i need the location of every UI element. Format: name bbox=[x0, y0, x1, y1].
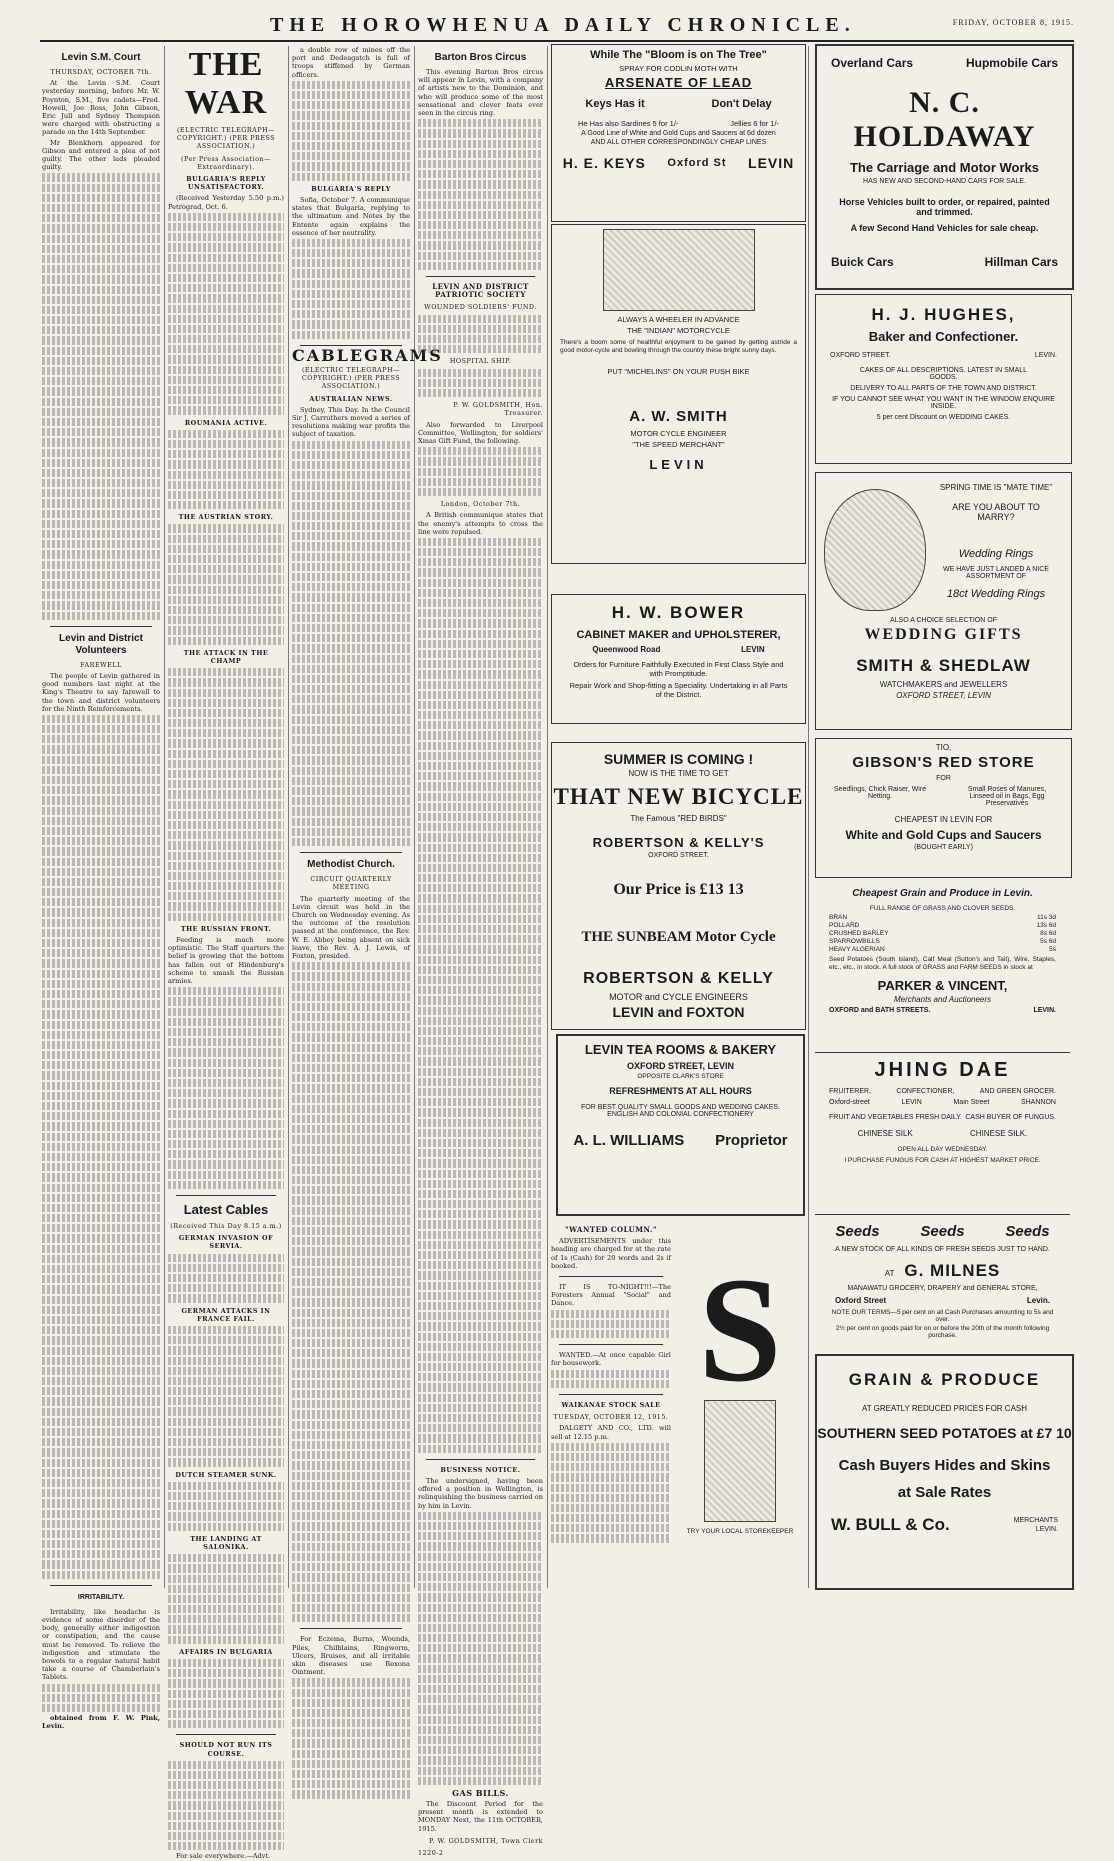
heart-couple-illustration-icon bbox=[824, 489, 926, 611]
ad-line: Seeds bbox=[920, 1223, 965, 1240]
ad-line: LEVIN. bbox=[1034, 352, 1057, 359]
ad-line: AT GREATLY REDUCED PRICES FOR CASH bbox=[861, 1404, 1028, 1413]
ad-line: A NEW STOCK OF ALL KINDS OF FRESH SEEDS JUST TO HAND. bbox=[835, 1246, 1050, 1253]
ad-line: MANAWATU GROCERY, DRAPERY and GENERAL STORE, bbox=[847, 1285, 1038, 1292]
ad-line: IF YOU CANNOT SEE WHAT YOU WANT IN THE WINDOW ENQUIRE INSIDE. bbox=[832, 396, 1055, 410]
court-headline: Levin S.M. Court bbox=[61, 52, 141, 63]
jhing-dae-advert bbox=[815, 1052, 1070, 1181]
ad-line: LEVIN. bbox=[1035, 1526, 1058, 1533]
ad-line: Merchants and Auctioneers bbox=[893, 995, 992, 1004]
ad-line: CHEAPEST IN LEVIN FOR bbox=[894, 815, 993, 824]
advert-tail: For sale everywhere.—Advt. bbox=[176, 1852, 271, 1861]
ad-line: SHANNON bbox=[1020, 1099, 1056, 1106]
ad-line: AND GREEN GROCER. bbox=[979, 1088, 1056, 1095]
grain-item-price: 5s bbox=[1049, 946, 1056, 953]
grain-item-name: SPARROWBILLS bbox=[829, 938, 880, 945]
ad-line: Cash Buyers Hides and Skins bbox=[838, 1457, 1051, 1474]
cable-headline: DUTCH STEAMER SUNK. bbox=[175, 1470, 277, 1479]
classified-column bbox=[551, 1222, 671, 1588]
ad-line: (BOUGHT EARLY) bbox=[914, 844, 973, 851]
ad-line: OXFORD and BATH STREETS. bbox=[829, 1007, 931, 1014]
ad-line: ARE YOU ABOUT TO MARRY? bbox=[952, 502, 1040, 522]
ad-line: G. MILNES bbox=[904, 1261, 1001, 1280]
ad-line: Hupmobile Cars bbox=[965, 56, 1058, 70]
notice-text: The undersigned, having been offered a position in Wellington, is relinquishing the business carried on by him in Levin. bbox=[418, 1477, 543, 1510]
ad-line: DELIVERY TO ALL PARTS OF THE TOWN AND DISTRICT. bbox=[850, 385, 1037, 392]
ad-line: WEDDING GIFTS bbox=[864, 626, 1023, 643]
ad-line: I PURCHASE FUNGUS FOR CASH AT HIGHEST MARKET PRICE. bbox=[844, 1157, 1041, 1164]
ad-line: Our Price is £13 13 bbox=[613, 881, 744, 898]
ad-line: OXFORD STREET. bbox=[830, 352, 891, 359]
article-text: Mr Blenkhorn appeared for Gibson and entered a plea of not guilty. The other lads pleaded guilty. bbox=[42, 138, 160, 172]
ad-line: NOW IS THE TIME TO GET bbox=[628, 769, 729, 778]
ad-line: Seeds bbox=[835, 1223, 880, 1240]
ad-line: SPRAY FOR CODLIN MOTH WITH bbox=[619, 64, 738, 73]
column-divider bbox=[808, 46, 809, 1588]
grain-price-row bbox=[829, 914, 1056, 922]
masthead bbox=[0, 0, 1114, 40]
ad-line: "THE SPEED MERCHANT" bbox=[632, 440, 725, 449]
wanted-column-headline: "WANTED COLUMN." bbox=[564, 1225, 658, 1234]
advert-text: Irritability, like headache is evidence of some disorder of the body, generally either indigestion or constipation, and the cause must be removed. To relieve the indigestion and stimulate the bowels to a regular natural habit take a course of Chamberlain's Tablets. bbox=[42, 1607, 160, 1682]
classified-text: WANTED.—At once capable Girl for housework. bbox=[551, 1351, 671, 1368]
wedding-rings-advert bbox=[815, 472, 1072, 730]
ad-line: LEVIN bbox=[649, 457, 708, 472]
ad-line: FRUIT AND VEGETABLES FRESH DAILY. bbox=[829, 1114, 962, 1121]
ad-line: Seeds bbox=[1005, 1223, 1050, 1240]
grain-item-name: POLLARD bbox=[829, 922, 860, 929]
ad-line: TIO, bbox=[935, 743, 952, 752]
keys-advert bbox=[551, 44, 806, 222]
ad-line: He Has also Sardines 5 for 1/- bbox=[577, 119, 679, 128]
grain-price-list bbox=[815, 912, 1070, 956]
ad-line: THAT NEW BICYCLE bbox=[553, 784, 804, 809]
hughes-advert bbox=[815, 294, 1072, 464]
ad-line: SMITH & SHEDLAW bbox=[856, 656, 1031, 675]
ad-line: NOTE OUR TERMS—5 per cent on all Cash Purchases amounting to 5s and over. bbox=[831, 1309, 1054, 1323]
ad-line: SOUTHERN SEED POTATOES at £7 10 bbox=[817, 1425, 1072, 1441]
bower-advert bbox=[551, 594, 806, 724]
column-1 bbox=[42, 46, 160, 1731]
ad-line: CONFECTIONER, bbox=[896, 1088, 955, 1095]
ad-line: SUMMER IS COMING ! bbox=[603, 751, 754, 767]
column-divider bbox=[288, 46, 289, 1588]
column-divider bbox=[164, 46, 165, 1588]
ad-line: CHINESE SILK. bbox=[970, 1129, 1028, 1138]
ad-line: LEVIN bbox=[741, 645, 765, 654]
ad-line: Levin. bbox=[1026, 1296, 1050, 1305]
fund-subhead: HOSPITAL SHIP. bbox=[449, 357, 512, 366]
ad-line: Seedlings, Chick Raiser, Wire Netting. bbox=[833, 786, 927, 800]
cable-headline: AFFAIRS IN BULGARIA bbox=[179, 1647, 273, 1656]
volunteers-headline: Levin and District Volunteers bbox=[59, 632, 143, 656]
ad-line: LEVIN. bbox=[1033, 1007, 1056, 1014]
products-list-illustration-icon bbox=[704, 1400, 776, 1522]
advert-text: For Eczema, Burns, Wounds, Piles, Chilblains, Ringworm, Ulcers, Bruises, and all irritable skin diseases use Rexona Ointment. bbox=[292, 1635, 410, 1677]
ad-line: Overland Cars bbox=[831, 56, 914, 70]
ad-line: OXFORD STREET, LEVIN bbox=[626, 1061, 734, 1071]
cable-text: Sydney, This Day. In the Council Sir J. Carruthers moved a series of resolutions making war profits the subject of taxation. bbox=[292, 405, 410, 439]
milnes-advert bbox=[815, 1214, 1070, 1345]
chamberlain-advert bbox=[676, 1232, 804, 1588]
ad-line: While The "Bloom is on The Tree" bbox=[590, 49, 767, 61]
ad-line: PARKER & VINCENT, bbox=[877, 978, 1008, 993]
ad-line: The Carriage and Motor Works bbox=[849, 160, 1039, 175]
grain-item-price: 5s 6d bbox=[1040, 938, 1056, 945]
cable-headline: THE RUSSIAN FRONT. bbox=[180, 924, 272, 933]
ad-line: OXFORD STREET, LEVIN bbox=[896, 691, 991, 700]
cable-headline: THE ATTACK IN THE CHAMP bbox=[183, 648, 269, 665]
ad-line: Horse Vehicles built to order, or repaired, painted and trimmed. bbox=[839, 197, 1050, 217]
ad-line: Baker and Confectioner. bbox=[868, 329, 1019, 344]
issue-date: FRIDAY, OCTOBER 8, 1915. bbox=[952, 18, 1074, 27]
tea-rooms-advert bbox=[556, 1034, 805, 1216]
ad-line: N. C. HOLDAWAY bbox=[853, 86, 1036, 153]
article-text: The people of Levin gathered in good numbers last night at the King's Theatre to say farewell to the town and district volunteers for the Ninth Reinforcements. bbox=[42, 671, 160, 713]
ad-line: Hillman Cars bbox=[984, 255, 1058, 269]
indian-motorcycle-advert bbox=[551, 224, 806, 564]
ad-line: H. E. KEYS bbox=[562, 155, 646, 171]
ad-line: Main Street bbox=[953, 1099, 990, 1106]
ad-line: 5 per cent Discount on WEDDING CAKES. bbox=[876, 414, 1011, 421]
newspaper-title: THE HOROWHENUA DAILY CHRONICLE. bbox=[270, 14, 856, 36]
ad-line: FRUITERER, bbox=[829, 1088, 871, 1095]
classified-text: IT IS TO-NIGHT!!!—The Foresters Annual "Social" and Dance. bbox=[551, 1283, 671, 1308]
cablegrams-headline: CABLEGRAMS bbox=[292, 345, 443, 365]
ad-line: ALSO A CHOICE SELECTION OF bbox=[890, 617, 997, 624]
ad-line: WATCHMAKERS and JEWELLERS bbox=[879, 680, 1008, 689]
ad-line: Repair Work and Shop-fitting a Speciality. Undertaking in all Parts of the District. bbox=[569, 681, 788, 699]
circus-headline: Barton Bros Circus bbox=[434, 52, 527, 63]
masthead-rule bbox=[40, 40, 1074, 42]
gas-bills-headline: GAS BILLS. bbox=[452, 1787, 509, 1798]
grain-item-price: 11s 3d bbox=[1036, 914, 1056, 921]
cable-headline: THE LANDING AT SALONIKA. bbox=[190, 1534, 262, 1551]
grain-item-name: BRAN bbox=[829, 914, 848, 921]
town-clerk-signature: P. W. GOLDSMITH, Town Clerk bbox=[428, 1836, 543, 1845]
cable-dateline: London, October 7th. bbox=[440, 500, 521, 509]
cable-headline: ROUMANIA ACTIVE. bbox=[184, 418, 268, 427]
ad-line: H. J. HUGHES, bbox=[871, 305, 1016, 324]
ad-line: HAS NEW AND SECOND-HAND CARS FOR SALE. bbox=[863, 178, 1026, 185]
cable-text: Feeding is much more optimistic. The Staff quarters the belief is growing that the bottom has fallen out of Hindenburg's scheme to smash the Russian armies. bbox=[168, 936, 284, 986]
methodist-subhead: CIRCUIT QUARTERLY MEETING bbox=[310, 875, 392, 892]
ad-line: There's a boom some of healthful enjoyment to be gained by getting astride a good motor-cycle and bowling through the country these bright sunny days. bbox=[560, 339, 797, 354]
the-war-headline: THE WAR bbox=[184, 46, 268, 121]
press-credit: (ELECTRIC TELEGRAPH—COPYRIGHT.) (PER PRESS ASSOCIATION.) bbox=[301, 365, 401, 391]
article-text: The quarterly meeting of the Levin circuit was held in the Church on Wednesday evening. As the outcome of the resolution passed at the conference, the Rev. W. E. Abbey being absent on sick leave, the Rev. A. J. Lewis, of Foxton, presided. bbox=[292, 894, 410, 960]
column-divider bbox=[547, 46, 548, 1588]
grain-item-name: CRUSHED BARLEY bbox=[829, 930, 889, 937]
ad-line: REFRESHMENTS AT ALL HOURS bbox=[609, 1086, 752, 1096]
ad-line: CAKES OF ALL DESCRIPTIONS. LATEST IN SMALL GOODS. bbox=[859, 367, 1028, 381]
ad-line: Keys Has it bbox=[585, 98, 645, 110]
classified-text: ADVERTISEMENTS under this heading are charged for at the rate of 1s (Cash) for 20 words and 2s if booked. bbox=[551, 1237, 671, 1270]
ad-line: THE SUNBEAM Motor Cycle bbox=[581, 929, 776, 945]
fund-subhead: WOUNDED SOLDIERS' FUND. bbox=[424, 303, 537, 312]
patriotic-headline: LEVIN AND DISTRICT PATRIOTIC SOCIETY bbox=[432, 282, 529, 300]
large-s-graphic-icon: S bbox=[698, 1247, 782, 1413]
ad-line: AT bbox=[884, 1269, 895, 1278]
ad-line: OPEN ALL DAY WEDNESDAY. bbox=[897, 1146, 988, 1153]
cable-text: Sofia, October 7. A communique states that Bulgaria, replying to the ultimatum and Notes by the Entente again explains the essence of her neutrality. bbox=[292, 195, 410, 237]
ad-line: Jellies 6 for 1/- bbox=[730, 119, 780, 128]
ad-line: ARSENATE OF LEAD bbox=[604, 75, 753, 90]
ad-line: LEVIN bbox=[748, 155, 795, 171]
ad-line: OXFORD STREET. bbox=[648, 852, 709, 859]
ad-line: WE HAVE JUST LANDED A NICE ASSORTMENT OF bbox=[943, 566, 1049, 580]
cable-text: (Received Yesterday 5.50 p.m.) Petrograd, Oct. 6. bbox=[168, 194, 284, 211]
press-credit: (Per Press Association—Extraordinary). bbox=[180, 154, 272, 171]
ad-line: W. BULL & Co. bbox=[831, 1515, 950, 1534]
cable-headline: GERMAN ATTACKS IN FRANCE FAIL. bbox=[181, 1306, 271, 1323]
ad-line: Small Roses of Manures, Linseed oil in Bags, Egg Preservatives bbox=[967, 786, 1047, 807]
latest-cables-headline: Latest Cables bbox=[183, 1202, 269, 1217]
ad-line: A. W. SMITH bbox=[629, 408, 728, 425]
ad-line: The Famous "RED BIRDS" bbox=[630, 814, 727, 823]
ad-line: FOR BEST QUALITY SMALL GOODS AND WEDDING CAKES. ENGLISH AND COLONIAL CONFECTIONERY bbox=[580, 1104, 781, 1118]
grain-price-row bbox=[829, 922, 1056, 930]
ad-line: THE "INDIAN" MOTORCYCLE bbox=[627, 326, 730, 335]
cable-headline: BULGARIA'S REPLY UNSATISFACTORY. bbox=[186, 175, 266, 192]
ad-line: Oxford-street bbox=[829, 1099, 870, 1106]
ad-line: CABINET MAKER and UPHOLSTERER, bbox=[576, 629, 781, 641]
cable-headline: THE AUSTRIAN STORY. bbox=[178, 513, 274, 522]
ad-line: A. L. WILLIAMS bbox=[573, 1132, 685, 1149]
court-date: THURSDAY, OCTOBER 7th. bbox=[50, 68, 152, 76]
ad-line: LEVIN bbox=[901, 1099, 922, 1106]
ad-line: ROBERTSON & KELLY'S bbox=[592, 835, 765, 850]
ad-line: Buick Cars bbox=[831, 255, 894, 269]
classified-text: DALGETY AND CO., LTD. will sell at 12.15 p.m. bbox=[551, 1424, 671, 1441]
ad-line: AND ALL OTHER CORRESPONDINGLY CHEAP LINES bbox=[590, 139, 767, 146]
ad-line: Oxford St bbox=[667, 157, 727, 169]
received-note: (Received This Day 8.15 a.m.) bbox=[170, 1222, 282, 1230]
grain-price-row bbox=[829, 938, 1056, 946]
ad-line: JHING DAE bbox=[874, 1059, 1011, 1081]
notice-text: The Discount Period for the present month is extended to MONDAY Next, the 11th OCTOBER, 1915. bbox=[418, 1800, 543, 1833]
ad-line: H. W. BOWER bbox=[611, 603, 746, 622]
article-text: Also forwarded to Liverpool Committee, Wellington, for soldiers' Xmas Gift Fund, the following. bbox=[418, 420, 543, 445]
grain-item-name: HEAVY ALGERIAN bbox=[829, 946, 885, 953]
ad-line: MOTOR CYCLE ENGINEER bbox=[630, 429, 727, 438]
motorcycle-illustration-icon bbox=[603, 229, 755, 311]
ad-line: LEVIN TEA ROOMS & BAKERY bbox=[584, 1042, 777, 1057]
holdaway-advert bbox=[815, 44, 1074, 290]
bicycle-advert bbox=[551, 742, 806, 1030]
ad-line: A few Second Hand Vehicles for sale cheap. bbox=[850, 223, 1039, 233]
notice-code: 1220-2 bbox=[418, 1849, 444, 1858]
grain-item-price: 13s 6d bbox=[1036, 922, 1056, 929]
business-notice-headline: BUSINESS NOTICE. bbox=[440, 1465, 521, 1474]
gibson-advert bbox=[815, 738, 1072, 878]
article-text: At the Levin S.M. Court yesterday morning, before Mr. W. Poynton, S.M., five cadets—Fred. Howell, Joe Ross, John Gibson, Eric Jull and Sydney Thompson were charged with obstructing a parade on the 14th September. bbox=[42, 79, 160, 137]
irritability-headline: IRRITABILITY. bbox=[77, 1593, 125, 1601]
ad-line: PUT "MICHELINS" ON YOUR PUSH BIKE bbox=[607, 367, 750, 376]
cable-headline: GERMAN INVASION OF SERVIA. bbox=[178, 1234, 274, 1251]
ad-line: ALWAYS A WHEELER IN ADVANCE bbox=[617, 315, 740, 324]
grain-price-row bbox=[829, 930, 1056, 938]
ad-line: Cheapest Grain and Produce in Levin. bbox=[852, 888, 1033, 899]
ad-line: LEVIN and FOXTON bbox=[612, 1004, 745, 1020]
ad-line: CHINESE SILK bbox=[857, 1129, 913, 1138]
grain-price-row bbox=[829, 946, 1056, 954]
advert-headline: SHOULD NOT RUN ITS COURSE. bbox=[179, 1741, 273, 1758]
column-4 bbox=[418, 46, 543, 1858]
ad-line: Wedding Rings bbox=[958, 548, 1034, 560]
column-3 bbox=[292, 46, 443, 1677]
ad-line: A Good Line of White and Gold Cups and Saucers at 6d dozen bbox=[581, 130, 776, 137]
ad-line: Orders for Furniture Faithfully Executed in First Class Style and with Promptitude. bbox=[573, 660, 784, 678]
treasurer-signature: P. W. GOLDSMITH, Hon. Treasurer. bbox=[453, 401, 543, 418]
ad-line: MERCHANTS bbox=[1013, 1517, 1058, 1524]
stock-sale-headline: WAIKANAE STOCK SALE bbox=[561, 1400, 661, 1409]
ad-line: Seed Potatoes (South Island), Calf Meal (Sutton's and Tait), Wire, Staples, etc., etc., in stock. A full stock of GRASS and FARM SEEDS in stock at bbox=[829, 956, 1056, 971]
column-2 bbox=[168, 46, 284, 1861]
grain-merchant-advert bbox=[815, 886, 1070, 1044]
ad-line: ROBERTSON & KELLY bbox=[583, 970, 774, 987]
volunteers-subhead: FAREWELL bbox=[80, 660, 122, 669]
article-text: This evening Barton Bros circus will appear in Levin, with a company of artists new to the Dominion, and who will produce some of the most sensational and clever feats ever seen in the circus ring. bbox=[418, 68, 543, 118]
ad-line: 18ct Wedding Rings bbox=[946, 588, 1046, 600]
ad-line: OPPOSITE CLARK'S STORE bbox=[637, 1073, 724, 1080]
ad-line: GIBSON'S RED STORE bbox=[852, 754, 1035, 771]
ad-line: Proprietor bbox=[715, 1132, 788, 1149]
ad-line: 2½ per cent on goods paid for on or before the 20th of the month following purchase. bbox=[835, 1325, 1050, 1339]
advert-tail: obtained from F. W. Pink, Levin. bbox=[42, 1714, 160, 1731]
column-divider bbox=[414, 46, 415, 1588]
cable-headline: AUSTRALIAN NEWS. bbox=[309, 394, 393, 403]
cable-text: A British communique states that the enemy's attempts to cross the line were repulsed. bbox=[418, 511, 543, 536]
ad-line: CASH BUYER OF FUNGUS. bbox=[965, 1114, 1056, 1121]
ad-line: Oxford Street bbox=[835, 1296, 887, 1305]
methodist-headline: Methodist Church. bbox=[307, 859, 395, 871]
press-credit: (ELECTRIC TELEGRAPH—COPYRIGHT.) (PER PRESS ASSOCIATION.) bbox=[176, 126, 276, 151]
ad-line: Don't Delay bbox=[711, 98, 772, 110]
stock-sale-date: TUESDAY, OCTOBER 12, 1915. bbox=[553, 1413, 669, 1422]
ad-line: FULL RANGE OF GRASS AND CLOVER SEEDS. bbox=[869, 905, 1016, 912]
ad-line: SPRING TIME IS "MATE TIME" bbox=[939, 483, 1053, 492]
ad-line: White and Gold Cups and Saucers bbox=[845, 828, 1042, 842]
ad-line: TRY YOUR LOCAL STOREKEEPER bbox=[686, 1528, 794, 1535]
cable-headline: BULGARIA'S REPLY bbox=[311, 184, 391, 193]
ad-line: Queenwood Road bbox=[592, 645, 661, 654]
grain-item-price: 8s 6d bbox=[1040, 930, 1056, 937]
bull-produce-advert bbox=[815, 1354, 1074, 1590]
cable-text: a double row of mines off the port and Dedeagatch is full of troops stiffened by German officers. bbox=[292, 46, 410, 79]
ad-line: at Sale Rates bbox=[897, 1484, 992, 1501]
ad-line: MOTOR and CYCLE ENGINEERS bbox=[609, 992, 748, 1002]
ad-line: GRAIN & PRODUCE bbox=[848, 1370, 1041, 1389]
ad-line: FOR bbox=[936, 775, 951, 782]
